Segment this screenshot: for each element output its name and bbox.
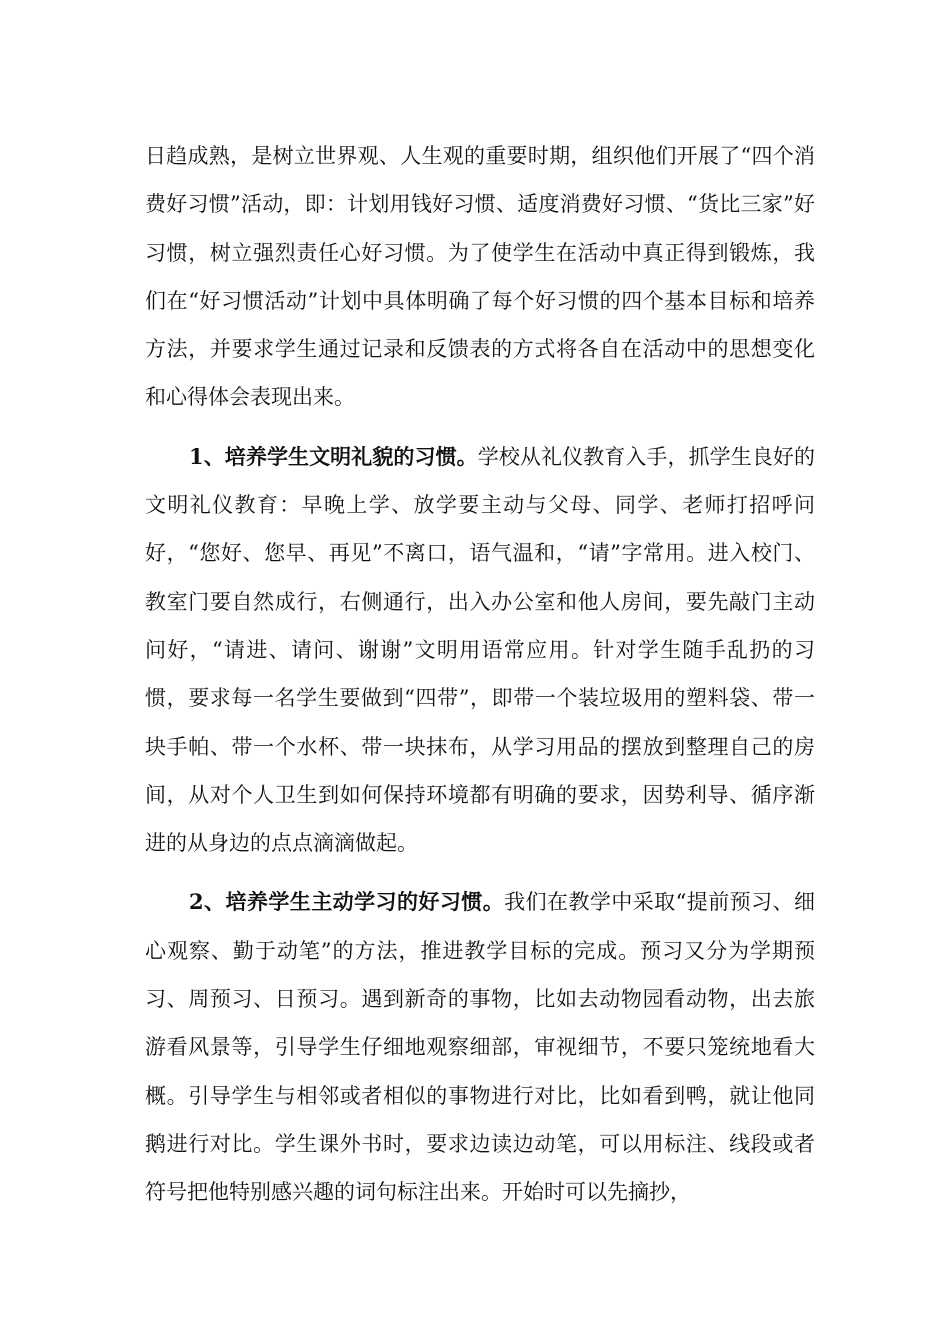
paragraph-heading: 1、培养学生文明礼貌的习惯。 [189, 443, 478, 469]
paragraph-courtesy-habit [145, 433, 815, 868]
paragraph-active-learning-habit [145, 878, 815, 1216]
paragraph-text: 我们在教学中采取“提前预习、细心观察、勤于动笔”的方法，推进教学目标的完成。预习又分为学期预习、周预习、日预习。遇到新奇的事物，比如去动物园看动物，出去旅游看风景等，引导学生仔细地观察细部，审视细节，不要只笼统地看大概。引导学生与相邻或者相似的事物进行对比，比如看到鸭，就让他同鹅进行对比。学生课外书时，要求边读边动笔，可以用标注、线段或者符号把他特别感兴趣的词句标注出来。开始时可以先摘抄， [145, 890, 815, 1205]
document-body [145, 132, 815, 1217]
paragraph-continuation [145, 132, 815, 422]
paragraph-heading: 2、培养学生主动学习的好习惯。 [189, 889, 505, 915]
paragraph-text: 学校从礼仪教育入手，抓学生良好的文明礼仪教育：早晚上学、放学要主动与父母、同学、老师打招呼问好，“您好、您早、再见”不离口，语气温和，“请”字常用。进入校门、教室门要自然成行，右侧通行，出入办公室和他人房间，要先敲门主动问好，“请进、请问、谢谢”文明用语常应用。针对学生随手乱扔的习惯，要求每一名学生要做到“四带”，即带一个装垃圾用的塑料袋、带一块手帕、带一个水杯、带一块抹布，从学习用品的摆放到整理自己的房间，从对个人卫生到如何保持环境都有明确的要求，因势利导、循序渐进的从身边的点点滴滴做起。 [145, 444, 815, 856]
paragraph-text: 日趋成熟，是树立世界观、人生观的重要时期，组织他们开展了“四个消费好习惯”活动，即：计划用钱好习惯、适度消费好习惯、“货比三家”好习惯，树立强烈责任心好习惯。为了使学生在活动中真正得到锻炼，我们在“好习惯活动”计划中具体明确了每个好习惯的四个基本目标和培养方法，并要求学生通过记录和反馈表的方式将各自在活动中的思想变化和心得体会表现出来。 [145, 144, 815, 410]
